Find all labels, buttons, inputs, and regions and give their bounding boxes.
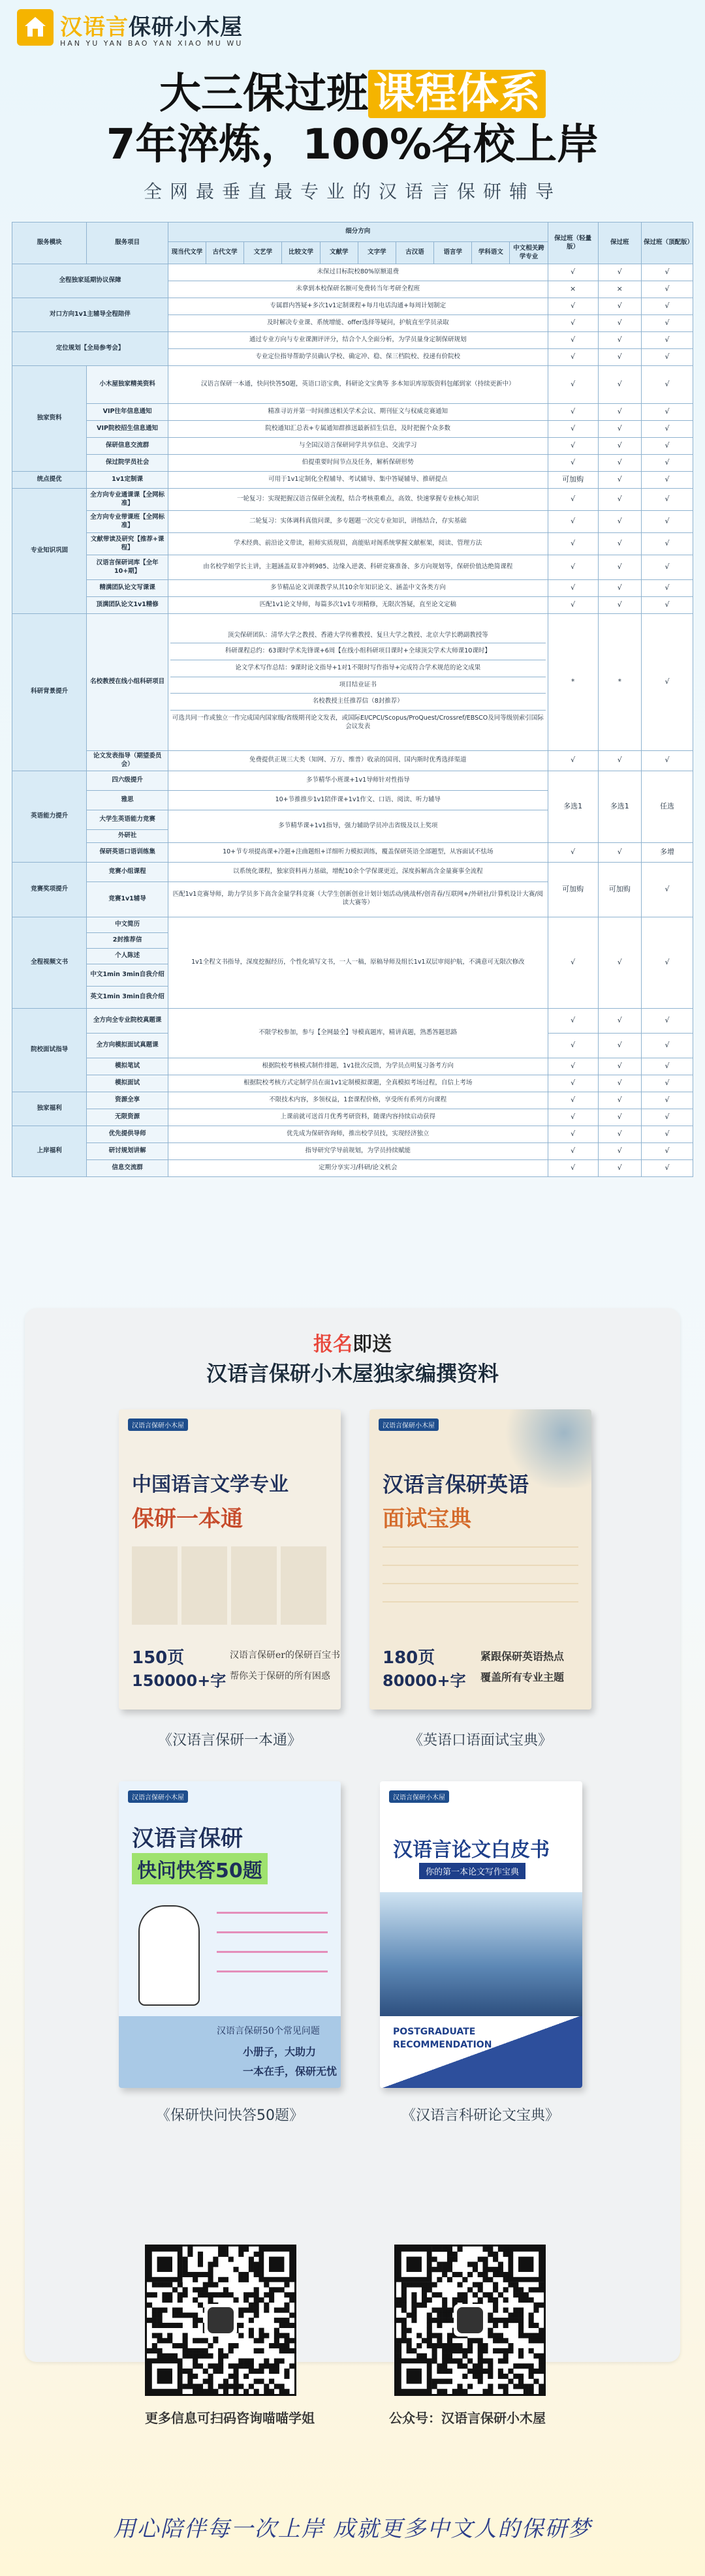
tier-mark-cell: √ bbox=[548, 533, 598, 555]
description-cell: 可用于1v1定制化全程辅导、考试辅导、集中答疑辅导、推研提点 bbox=[168, 472, 548, 489]
tier-mark-cell: √ bbox=[598, 842, 641, 862]
table-row bbox=[12, 1075, 693, 1092]
book-3-tag3: 一本在手，保研无忧 bbox=[243, 2065, 337, 2078]
description-cell: 10+节推推步1v1陪伴课+1v1作文、口语、阅读、听力辅导 bbox=[168, 790, 548, 810]
module-cell: 对口方向1v1主辅导全程陪伴 bbox=[12, 298, 168, 332]
tier-mark-cell: √ bbox=[642, 862, 693, 917]
tier-mark-cell: √ bbox=[642, 1142, 693, 1159]
subdivision-header: 古代文学 bbox=[206, 242, 244, 264]
book-cover-4 bbox=[380, 1781, 582, 2088]
tier-mark-cell: √ bbox=[642, 264, 693, 281]
tier-mark-cell: √ bbox=[642, 404, 693, 421]
tier-mark-cell: √ bbox=[642, 438, 693, 455]
header-subdivision: 细分方向 bbox=[168, 222, 548, 242]
tier-mark-cell: √ bbox=[598, 1126, 641, 1142]
table-row bbox=[12, 842, 693, 862]
girl-illustration-icon bbox=[138, 1905, 200, 2006]
service-item-cell: 模拟笔试 bbox=[87, 1058, 168, 1075]
book-2-subtitle: 面试宝典 bbox=[383, 1506, 471, 1532]
tier-mark-cell: √ bbox=[548, 438, 598, 455]
tier-mark-cell: √ bbox=[642, 455, 693, 472]
tier-mark-cell: √ bbox=[598, 1033, 641, 1058]
header-item: 服务项目 bbox=[87, 222, 168, 264]
tier-mark-cell: √ bbox=[598, 264, 641, 281]
qr-left-caption: 更多信息可扫码咨询喵喵学姐 bbox=[145, 2410, 315, 2426]
tier-mark-cell: √ bbox=[598, 751, 641, 771]
tier-mark-cell: √ bbox=[598, 349, 641, 366]
tier-mark-cell: √ bbox=[642, 332, 693, 349]
tier-mark-cell: √ bbox=[548, 842, 598, 862]
module-cell: 定位规划【全局参考会】 bbox=[12, 332, 168, 366]
subdivision-header: 学科语文 bbox=[472, 242, 510, 264]
table-row bbox=[12, 264, 693, 281]
service-item-cell: 保研信息交流群 bbox=[87, 438, 168, 455]
book-1-title: 中国语言文学专业 bbox=[132, 1473, 289, 1496]
description-cell: 1v1全程文书指导，深度挖掘经历，个性化填写文书，一人一稿，原稿导师及组长1v1双层审阅护航，不满意可无限次修改 bbox=[168, 917, 548, 1008]
book-1-tag: 汉语言保研er的保研百宝书 bbox=[230, 1650, 340, 1661]
book-1-tag2: 帮你关于保研的所有困惑 bbox=[230, 1671, 330, 1681]
tier-mark-cell: √ bbox=[642, 315, 693, 332]
headline-2: 7年淬炼，100%名校上岸 bbox=[106, 121, 599, 169]
description-cell: 院校通知汇总表+专属通知群推送最新招生信息，及时把握个众多数 bbox=[168, 421, 548, 438]
description-cell: 未拿到本校保研名额可免费转当年考研全程班 bbox=[168, 281, 548, 298]
book-brand-badge: 汉语言保研小木屋 bbox=[379, 1418, 439, 1431]
table-row bbox=[12, 438, 693, 455]
logo-icon bbox=[17, 9, 54, 46]
tier-mark-cell: √ bbox=[642, 489, 693, 511]
service-item-cell: 全方向专业通课课【全网标准】 bbox=[87, 489, 168, 511]
service-item-cell: 雅思 bbox=[87, 790, 168, 810]
tier-mark-cell: √ bbox=[642, 1008, 693, 1033]
description-cell: 由名校学姐学长主讲，主题涵盖双非冲刺985、边缘入逆袭、科研竞赛准备、多方向规划等，保研价值达绝简课程 bbox=[168, 555, 548, 580]
table-row bbox=[12, 1109, 693, 1126]
tier-mark-cell: √ bbox=[548, 555, 598, 580]
description-cell: 未保过目标院校80%原额退费 bbox=[168, 264, 548, 281]
service-item-cell: 大学生英语能力竞赛 bbox=[87, 810, 168, 829]
tier-mark-cell: √ bbox=[598, 1092, 641, 1109]
service-item-cell: 1v1定制课 bbox=[87, 472, 168, 489]
table-row bbox=[12, 862, 693, 882]
tier-mark-cell: √ bbox=[598, 533, 641, 555]
service-item-cell: 小木屋独家精美资料 bbox=[87, 366, 168, 404]
tier-mark-cell: √ bbox=[642, 751, 693, 771]
service-item-cell: 保过院学员社会 bbox=[87, 455, 168, 472]
service-item-cell: 个人陈述 bbox=[87, 948, 168, 964]
subtitle: 全网最垂直最专业的汉语言保研辅导 bbox=[143, 181, 561, 202]
service-item-cell: 论文发表指导（期望委员会） bbox=[87, 751, 168, 771]
header-vip: 保过班（顶配版） bbox=[642, 222, 693, 264]
tier-mark-cell: √ bbox=[642, 366, 693, 404]
description-cell: 根据院校考核方式定制学员在面1v1定制模拟课题，全真模拟考场过程，自信上考场 bbox=[168, 1075, 548, 1092]
description-cell: 不限学校参加，参与【全网最全】导模真题库，精讲真题，熟悉答题思路 bbox=[168, 1008, 548, 1058]
subdivision-header: 比较文学 bbox=[282, 242, 320, 264]
table-row bbox=[12, 1092, 693, 1109]
book-2-title: 汉语言保研英语 bbox=[383, 1472, 529, 1497]
tier-mark-cell: √ bbox=[548, 404, 598, 421]
book-brand-badge: 汉语言保研小木屋 bbox=[128, 1418, 188, 1431]
tier-mark-cell: √ bbox=[548, 1109, 598, 1126]
description-cell: 10+节专项提高课+冷题+注曲题组+详细听力模拟训练，覆盖保研英语全部题型，从容面试不怯场 bbox=[168, 842, 548, 862]
tier-mark-cell: √ bbox=[642, 1033, 693, 1058]
service-item-cell: 文献带读及研究【推荐+课程】 bbox=[87, 533, 168, 555]
book-3-title: 汉语言保研 bbox=[132, 1826, 243, 1852]
module-cell: 独家资料 bbox=[12, 366, 87, 472]
brand-pinyin: HAN YU YAN BAO YAN XIAO MU WU bbox=[60, 39, 243, 48]
tier-mark-cell: √ bbox=[548, 455, 598, 472]
table-row bbox=[12, 298, 693, 315]
table-row bbox=[12, 1142, 693, 1159]
tier-mark-cell: √ bbox=[598, 298, 641, 315]
tier-mark-cell: √ bbox=[598, 404, 641, 421]
tier-mark-cell: √ bbox=[598, 580, 641, 597]
service-item-cell: 全方向专业带课班【全网标准】 bbox=[87, 511, 168, 533]
subdivision-header: 文字学 bbox=[358, 242, 396, 264]
subdivision-header: 现当代文学 bbox=[168, 242, 206, 264]
tier-mark-cell: √ bbox=[642, 917, 693, 1008]
table-row bbox=[12, 1058, 693, 1075]
tier-mark-cell: √ bbox=[642, 421, 693, 438]
tier-mark-cell: √ bbox=[548, 1008, 598, 1033]
book-4-subtitle: 你的第一本论文写作宝典 bbox=[419, 1863, 525, 1879]
service-item-cell: 英文1min 3min自我介绍 bbox=[87, 986, 168, 1008]
table-row bbox=[12, 597, 693, 614]
footer-slogan: 用心陪伴每一次上岸 成就更多中文人的保研梦 bbox=[113, 2516, 592, 2542]
tier-mark-cell: √ bbox=[598, 438, 641, 455]
tier-mark-cell: √ bbox=[598, 455, 641, 472]
module-cell: 英语能力提升 bbox=[12, 771, 87, 862]
description-cell: 多节精华课+1v1指导，强力辅助学员冲击省级及以上奖项 bbox=[168, 810, 548, 842]
service-item-cell: VIP院校招生信息通知 bbox=[87, 421, 168, 438]
tier-mark-cell: √ bbox=[598, 1159, 641, 1176]
tier-mark-cell: √ bbox=[642, 511, 693, 533]
module-cell: 统点提优 bbox=[12, 472, 87, 489]
tier-mark-cell: √ bbox=[642, 349, 693, 366]
description-cell: 二轮复习：实体调科真值问课，多专题题一次完专业知识，讲练结合，存实基础 bbox=[168, 511, 548, 533]
service-item-cell: 研讨规划讲解 bbox=[87, 1142, 168, 1159]
tier-mark-cell: √ bbox=[548, 366, 598, 404]
tier-mark-cell: √ bbox=[598, 597, 641, 614]
tier-mark-cell: √ bbox=[548, 1075, 598, 1092]
module-cell: 上岸福利 bbox=[12, 1126, 87, 1176]
book-2-words: 80000+字 bbox=[383, 1672, 466, 1690]
tier-mark-cell: 可加购 bbox=[548, 472, 598, 489]
book-1-outline bbox=[132, 1546, 328, 1625]
brand-title: 汉语言保研小木屋 bbox=[60, 14, 243, 40]
book-brand-badge: 汉语言保研小木屋 bbox=[389, 1790, 449, 1803]
table-row bbox=[12, 580, 693, 597]
tier-mark-cell: 多选1 bbox=[548, 771, 598, 842]
tier-mark-cell: √ bbox=[598, 917, 641, 1008]
tier-mark-cell: √ bbox=[598, 421, 641, 438]
description-cell: 与全国汉语言保研同学共享信息、交流学习 bbox=[168, 438, 548, 455]
tier-mark-cell: √ bbox=[548, 332, 598, 349]
service-item-cell: 优先提供导师 bbox=[87, 1126, 168, 1142]
tier-mark-cell: √ bbox=[598, 1142, 641, 1159]
description-cell: 优先成为保研咨询师，推出校学员技，实现经济独立 bbox=[168, 1126, 548, 1142]
table-row bbox=[12, 366, 693, 404]
tier-mark-cell: √ bbox=[642, 614, 693, 751]
tier-mark-cell: √ bbox=[642, 1126, 693, 1142]
tier-mark-cell: √ bbox=[548, 917, 598, 1008]
tier-mark-cell: √ bbox=[598, 366, 641, 404]
subdivision-header: 文献学 bbox=[320, 242, 358, 264]
table-row bbox=[12, 1159, 693, 1176]
tier-mark-cell: √ bbox=[642, 472, 693, 489]
description-cell: 通过专业方向与专业课测评评分，结合个人全面分析，为学员量身定制保研规划 bbox=[168, 332, 548, 349]
book-3-tag2: 小册子，大助力 bbox=[243, 2046, 317, 2058]
qr-code-consult[interactable] bbox=[145, 2245, 296, 2396]
table-row bbox=[12, 751, 693, 771]
service-item-cell: 竞赛小组课程 bbox=[87, 862, 168, 882]
table-row bbox=[12, 614, 693, 751]
description-cell: 一轮复习：实现把握汉语言保研全流程，结合考核重难点，高效、快速掌握专业核心知识 bbox=[168, 489, 548, 511]
service-item-cell: 顶满团队论文1v1精修 bbox=[87, 597, 168, 614]
tier-mark-cell: √ bbox=[548, 597, 598, 614]
module-cell: 独家福利 bbox=[12, 1092, 87, 1126]
tier-mark-cell: √ bbox=[548, 1058, 598, 1075]
book-4-caption: 《汉语言科研论文宝典》 bbox=[401, 2108, 559, 2124]
book-4-title: 汉语言论文白皮书 bbox=[393, 1839, 550, 1862]
module-cell: 全程独家延期协议保障 bbox=[12, 264, 168, 298]
tier-mark-cell: √ bbox=[598, 1008, 641, 1033]
book-3-subtitle: 快问快答50题 bbox=[132, 1853, 268, 1884]
headline-1: 大三保过班 课程体系 bbox=[0, 60, 705, 120]
tier-mark-cell: √ bbox=[548, 1159, 598, 1176]
tier-mark-cell: √ bbox=[598, 332, 641, 349]
module-cell: 科研背景提升 bbox=[12, 614, 87, 771]
qr-code-official-account[interactable] bbox=[394, 2245, 546, 2396]
tier-mark-cell: 任选 bbox=[642, 771, 693, 842]
description-cell: 匹配1v1竞赛导师，助力学员多下高含金量学科竞赛（大学生创新创业计划计划活动/挑战杯/创青春/互联网+/外研社/计算机设计大赛/阅读大赛等） bbox=[168, 882, 548, 917]
tier-mark-cell: * bbox=[598, 614, 641, 751]
tier-mark-cell: √ bbox=[642, 597, 693, 614]
tier-mark-cell: √ bbox=[642, 1159, 693, 1176]
tier-mark-cell: √ bbox=[642, 1109, 693, 1126]
tier-mark-cell: √ bbox=[548, 298, 598, 315]
table-row bbox=[12, 489, 693, 511]
tier-mark-cell: √ bbox=[598, 1058, 641, 1075]
course-table bbox=[12, 222, 693, 1177]
tier-mark-cell: √ bbox=[642, 281, 693, 298]
tier-mark-cell: × bbox=[548, 281, 598, 298]
module-cell: 全程视频文书 bbox=[12, 917, 87, 1008]
description-cell: 根据院校考核模式制作排题，1v1批次反馈，为学员点明复习备考方向 bbox=[168, 1058, 548, 1075]
tier-mark-cell: √ bbox=[548, 1092, 598, 1109]
description-cell: 精准寻访并第一时间推送相关学术会议、期刊征文与权威竞赛通知 bbox=[168, 404, 548, 421]
tier-mark-cell: √ bbox=[598, 555, 641, 580]
tier-mark-cell: * bbox=[548, 614, 598, 751]
tier-mark-cell: √ bbox=[598, 315, 641, 332]
tier-mark-cell: √ bbox=[548, 1126, 598, 1142]
service-item-cell: 竞赛1v1辅导 bbox=[87, 882, 168, 917]
tier-mark-cell: √ bbox=[548, 1033, 598, 1058]
service-item-cell: 保研英语口语训练集 bbox=[87, 842, 168, 862]
description-cell: 学术经典、前沿论文带读，祖师实质现眉，高能贴对阁系统掌握文献框架，阅读、管理方法 bbox=[168, 533, 548, 555]
header-standard: 保过班 bbox=[598, 222, 641, 264]
service-item-cell: VIP往年信息通知 bbox=[87, 404, 168, 421]
tier-mark-cell: √ bbox=[598, 511, 641, 533]
table-row bbox=[12, 511, 693, 533]
description-cell: 顶尖保研团队：清华大学之教授、香港大学传雅教授、复旦大学之教授、北京大学长聘副教授等 科研课程总约：63课时学术先锋课+6周【在线小组科研项目课时+全球顶尖学术大师课10课时】 论文学术写作总结：9课时论文指导+1对1不限时写作指导+完成符合学术规范的论文成果 项目结业证书 名校教授主任推荐信（8封推荐） 可选共同一作或独立一作完成国内国家级/省级期刊论文发表，或国际EI/CPCI/Scopus/ProQuest/Crossref/EBSCO及同等级别索引国际会议发表 bbox=[168, 614, 548, 751]
description-cell: 指导研究学导前规划，为学员持续赋能 bbox=[168, 1142, 548, 1159]
book-brand-badge: 汉语言保研小木屋 bbox=[128, 1790, 188, 1803]
subdivision-header: 文艺学 bbox=[244, 242, 282, 264]
book-cover-1 bbox=[119, 1409, 341, 1710]
book-1-subtitle: 保研一本通 bbox=[132, 1506, 243, 1532]
service-item-cell: 精满团队论文写课课 bbox=[87, 580, 168, 597]
service-item-cell: 汉语言保研词库【全年10+期】 bbox=[87, 555, 168, 580]
description-cell: 免费提供正规三大类（知网、万方、维普）收录的国刊、国内斯时优秀选择渠道 bbox=[168, 751, 548, 771]
book-1-caption: 《汉语言保研一本通》 bbox=[157, 1732, 302, 1749]
description-cell: 汉语言保研一本通，快问快答50题，英语口语宝典，科研论文宝典等 多本知识库原版资料包邮到家（持续更新中） bbox=[168, 366, 548, 404]
tier-mark-cell: √ bbox=[642, 298, 693, 315]
book-4-landscape bbox=[380, 1892, 582, 2016]
promo-subtitle: 汉语言保研小木屋独家编撰资料 bbox=[206, 1361, 499, 1386]
book-3-tag: 汉语言保研50个常见问题 bbox=[217, 2026, 320, 2036]
book-2-caption: 《英语口语面试宝典》 bbox=[408, 1732, 552, 1749]
table-row bbox=[12, 533, 693, 555]
book-2-pages: 180页 bbox=[383, 1648, 435, 1668]
book-cover-2 bbox=[369, 1409, 591, 1710]
tier-mark-cell: √ bbox=[598, 472, 641, 489]
table-row bbox=[12, 404, 693, 421]
service-item-cell: 资源全享 bbox=[87, 1092, 168, 1109]
description-cell: 以系统化课程，独家资料再力基础，增配10余个学保课更近，深度拆解高含金量赛事全流程 bbox=[168, 862, 548, 882]
table-row bbox=[12, 1126, 693, 1142]
tier-mark-cell: √ bbox=[548, 421, 598, 438]
table-row bbox=[12, 917, 693, 932]
tier-mark-cell: √ bbox=[598, 489, 641, 511]
tier-mark-cell: √ bbox=[642, 1075, 693, 1092]
tier-mark-cell: 多增 bbox=[642, 842, 693, 862]
description-cell: 专业定位指导帮助学员确认学校、确定冲、稳、保三档院校、投递有价院校 bbox=[168, 349, 548, 366]
description-cell: 定期分享实习/科研/论文机会 bbox=[168, 1159, 548, 1176]
service-item-cell: 无限资源 bbox=[87, 1109, 168, 1126]
tier-mark-cell: √ bbox=[642, 580, 693, 597]
description-cell: 不限技术内容，多领权益，1套课程价格，享受所有系列方向课程 bbox=[168, 1092, 548, 1109]
service-item-cell: 2封推荐信 bbox=[87, 932, 168, 948]
promo-title: 报名即送 bbox=[313, 1333, 392, 1356]
description-cell: 伯提重要时间节点及任务，解析保研形势 bbox=[168, 455, 548, 472]
module-cell: 院校面试指导 bbox=[12, 1008, 87, 1092]
tier-mark-cell: √ bbox=[548, 751, 598, 771]
tier-mark-cell: √ bbox=[548, 580, 598, 597]
book-2-outline bbox=[383, 1546, 578, 1618]
tier-mark-cell: √ bbox=[642, 555, 693, 580]
service-item-cell: 中文1min 3min自我介绍 bbox=[87, 964, 168, 986]
book-2-tag2: 覆盖所有专业主题 bbox=[480, 1671, 565, 1683]
subdivision-header: 语言学 bbox=[434, 242, 472, 264]
tier-mark-cell: √ bbox=[548, 511, 598, 533]
tier-mark-cell: 可加购 bbox=[598, 862, 641, 917]
service-item-cell: 模拟面试 bbox=[87, 1075, 168, 1092]
tier-mark-cell: × bbox=[598, 281, 641, 298]
service-item-cell: 全方向全专业院校真题课 bbox=[87, 1008, 168, 1033]
tier-mark-cell: √ bbox=[548, 1142, 598, 1159]
module-cell: 竞赛奖项提升 bbox=[12, 862, 87, 917]
table-row bbox=[12, 472, 693, 489]
module-cell: 专业知识巩固 bbox=[12, 489, 87, 614]
table-row bbox=[12, 455, 693, 472]
table-row bbox=[12, 555, 693, 580]
tier-mark-cell: √ bbox=[548, 315, 598, 332]
table-row bbox=[12, 332, 693, 349]
tier-mark-cell: 多选1 bbox=[598, 771, 641, 842]
tier-mark-cell: √ bbox=[598, 1075, 641, 1092]
tier-mark-cell: √ bbox=[548, 489, 598, 511]
service-item-cell: 中文简历 bbox=[87, 917, 168, 932]
table-row bbox=[12, 1008, 693, 1033]
book-3-questions bbox=[217, 1912, 328, 1990]
service-item-cell: 四六级提升 bbox=[87, 771, 168, 790]
tier-mark-cell: √ bbox=[598, 1109, 641, 1126]
book-cover-3 bbox=[119, 1781, 341, 2088]
book-2-tag: 紧跟保研英语热点 bbox=[480, 1650, 565, 1663]
service-item-cell: 全方向模拟面试真题课 bbox=[87, 1033, 168, 1058]
subdivision-header: 古汉语 bbox=[396, 242, 433, 264]
book-4-tag2: RECOMMENDATION bbox=[393, 2040, 492, 2050]
subdivision-header: 中文相关跨学专业 bbox=[510, 242, 548, 264]
tier-mark-cell: 可加购 bbox=[548, 862, 598, 917]
tier-mark-cell: √ bbox=[548, 264, 598, 281]
qr-right-caption: 公众号：汉语言保研小木屋 bbox=[389, 2410, 546, 2426]
header-module: 服务模块 bbox=[12, 222, 87, 264]
book-1-words: 150000+字 bbox=[132, 1672, 227, 1690]
service-item-cell: 外研社 bbox=[87, 829, 168, 842]
book-3-caption: 《保研快问快答50题》 bbox=[156, 2108, 304, 2124]
tier-mark-cell: √ bbox=[642, 533, 693, 555]
tier-mark-cell: √ bbox=[548, 349, 598, 366]
description-cell: 匹配1v1论文导师，每篇多次1v1专项精修，无限次答疑，直至论文定稿 bbox=[168, 597, 548, 614]
description-cell: 多节精华小班课+1v1导师针对性指导 bbox=[168, 771, 548, 790]
book-1-pages: 150页 bbox=[132, 1648, 185, 1668]
table-row bbox=[12, 421, 693, 438]
table-row bbox=[12, 771, 693, 790]
description-cell: 多节精品论文训课教学从其10余年知识论文、涵盖中文各类方向 bbox=[168, 580, 548, 597]
service-item-cell: 名校教授在线小组科研项目 bbox=[87, 614, 168, 751]
description-cell: 及时解决专业课、系统增能、offer选择等疑问，护航直至学员录取 bbox=[168, 315, 548, 332]
tier-mark-cell: √ bbox=[642, 1058, 693, 1075]
description-cell: 上课前就可送首月优秀考研资料，随课内容持续启动获得 bbox=[168, 1109, 548, 1126]
book-4-tag: POSTGRADUATE bbox=[393, 2027, 476, 2037]
header-light: 保过班（轻量版） bbox=[548, 222, 598, 264]
service-item-cell: 信息交流群 bbox=[87, 1159, 168, 1176]
description-cell: 专属群内答疑+多次1v1定制课程+每月电话沟通+每周计划制定 bbox=[168, 298, 548, 315]
tier-mark-cell: √ bbox=[642, 1092, 693, 1109]
